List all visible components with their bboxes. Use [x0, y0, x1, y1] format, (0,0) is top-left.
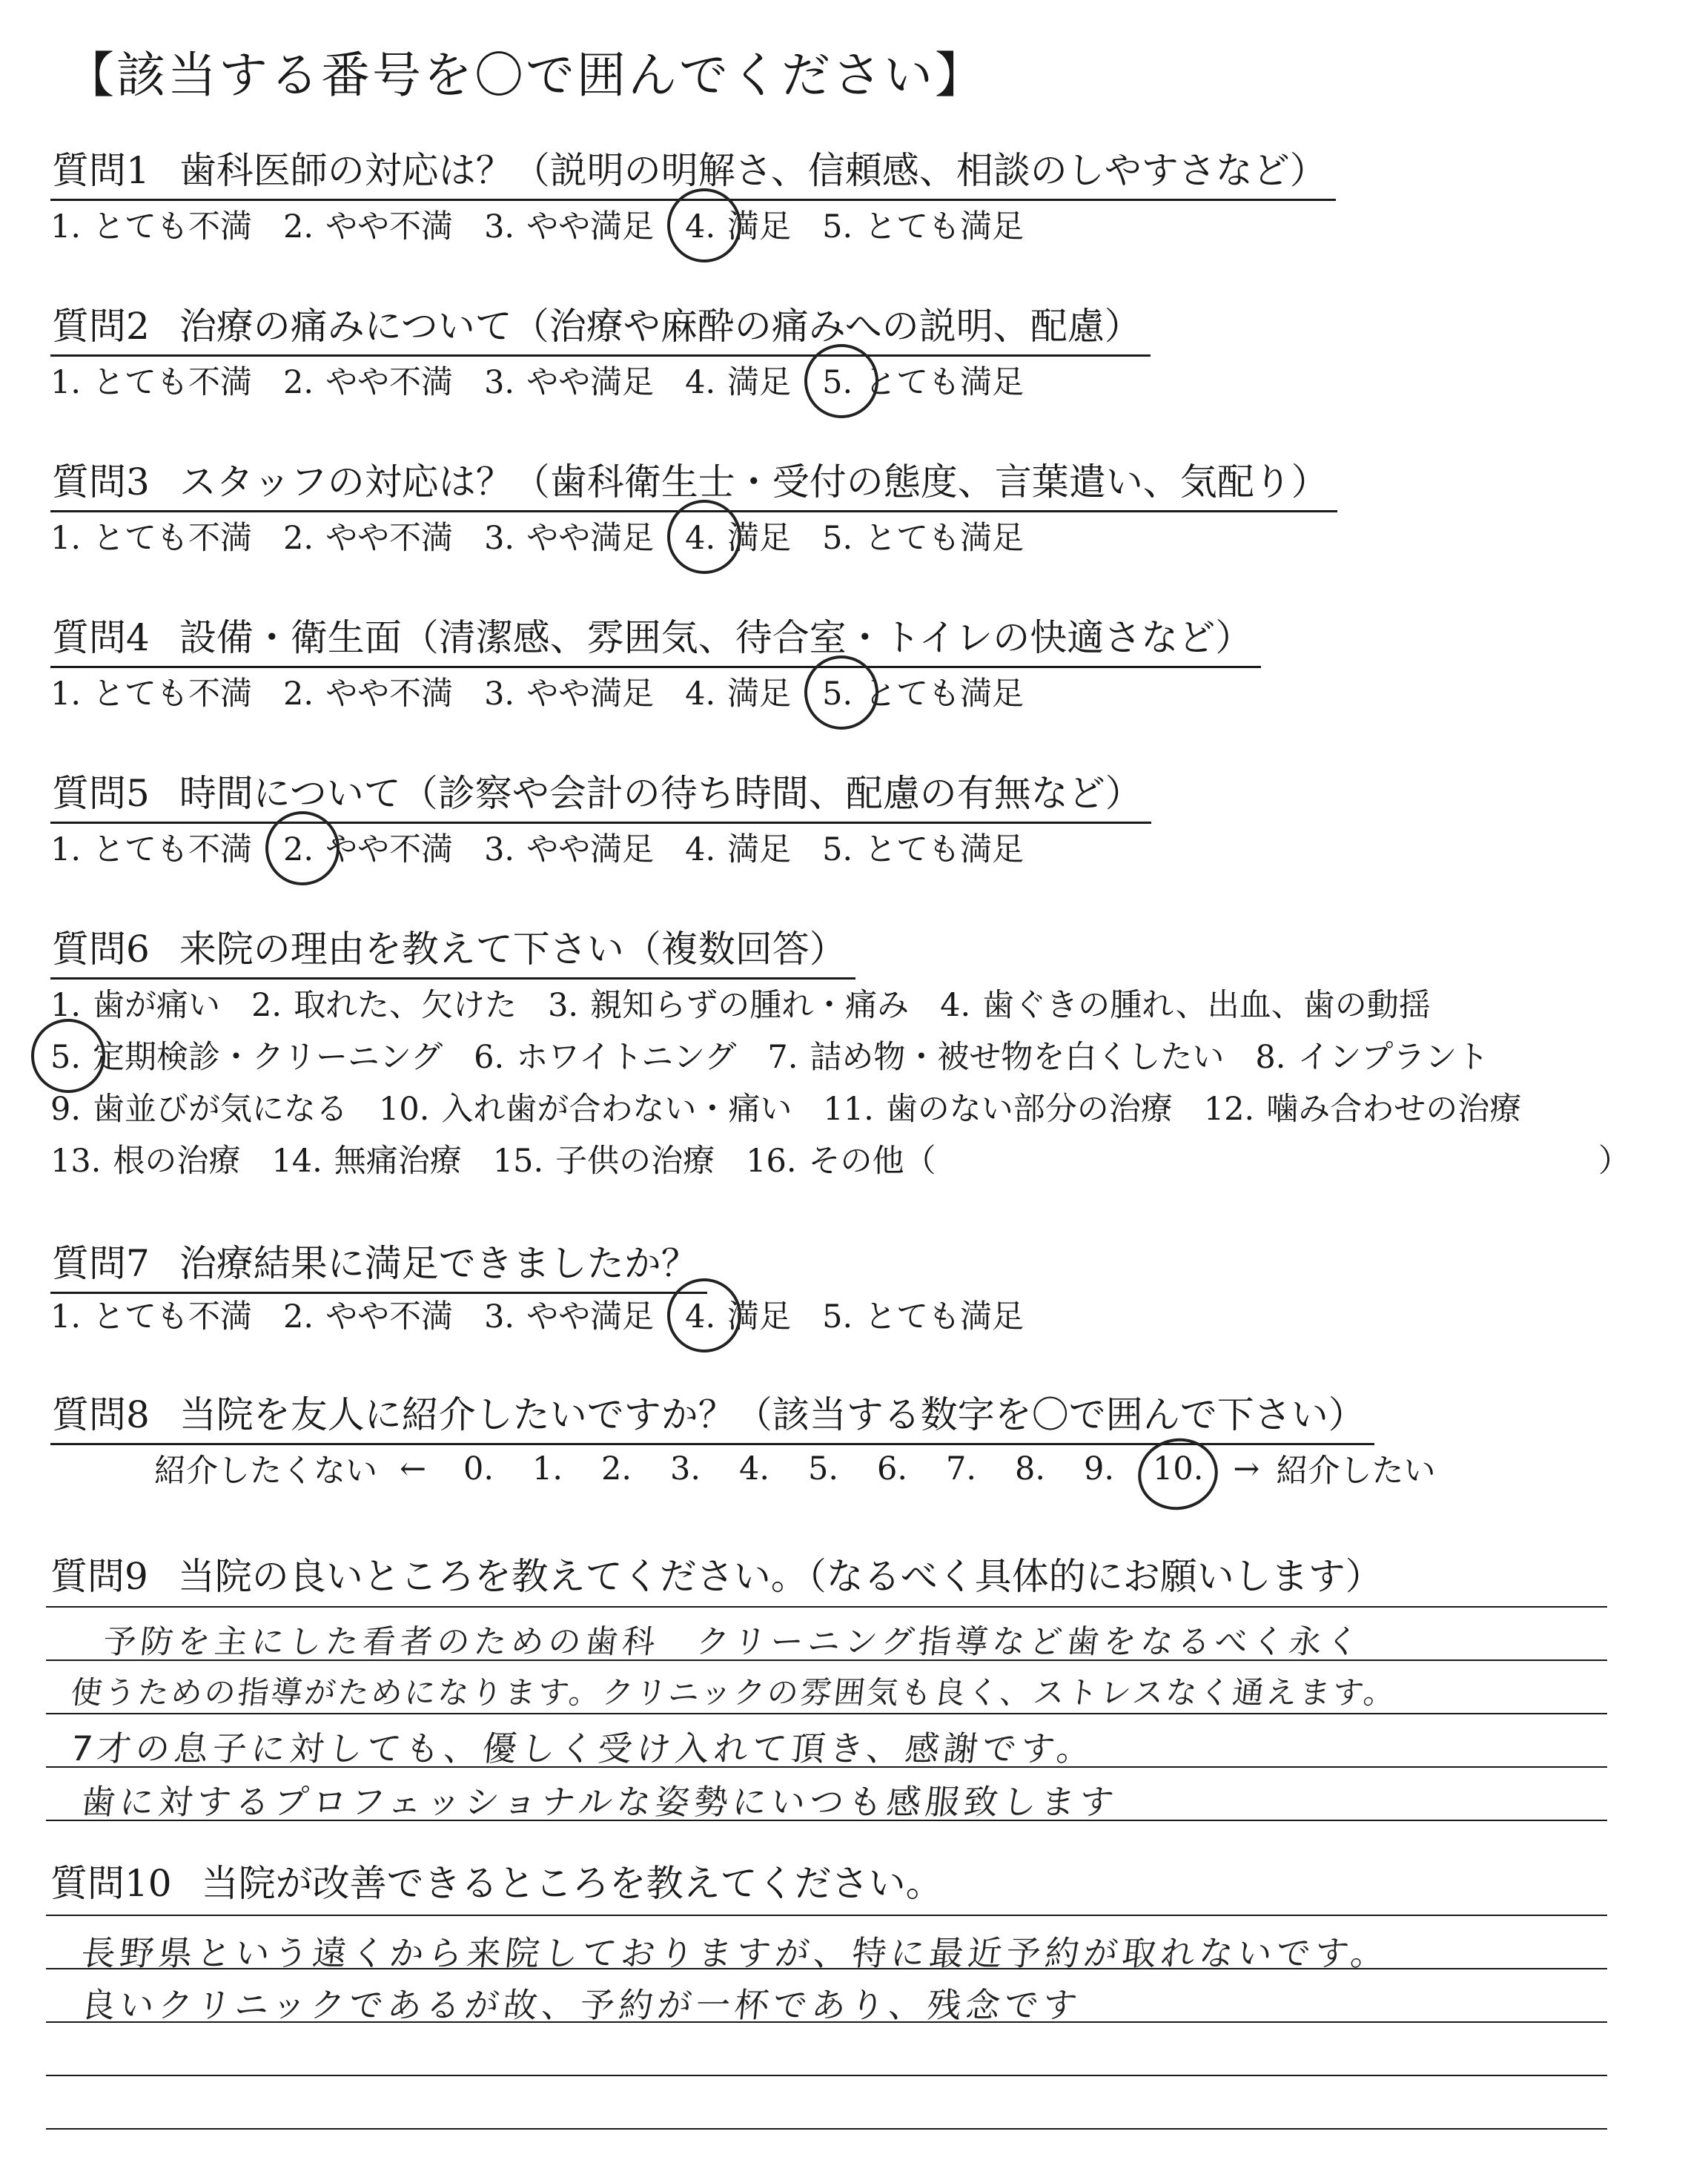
question-6-label: 質問6 — [52, 928, 150, 971]
scale-left-label: 紹介したくない — [154, 1453, 377, 1490]
q3-option-3[interactable]: 3. やや満足 — [484, 520, 655, 557]
recommend-scale — [154, 1446, 1435, 1491]
q10-answer-line-2[interactable]: 良いクリニックであるが故、予約が一杯であり、残念です — [79, 1985, 1084, 2025]
reason-option-8[interactable]: 8. インプラント — [1255, 1039, 1489, 1076]
reason-option-2[interactable]: 2. 取れた、欠けた — [251, 987, 517, 1024]
question-2-heading — [50, 297, 1151, 357]
q1-option-5[interactable]: 5. とても満足 — [822, 208, 1025, 245]
question-1-options — [50, 202, 1055, 247]
reason-option-9[interactable]: 9. 歯並びが気になる — [50, 1091, 348, 1128]
scale-value-8[interactable]: 8. — [1015, 1450, 1046, 1487]
q5-option-4[interactable]: 4. 満足 — [685, 831, 792, 868]
reason-option-15[interactable]: 15. 子供の治療 — [492, 1143, 715, 1180]
q2-option-5[interactable]: 5. とても満足 — [822, 357, 1024, 403]
q1-option-2[interactable]: 2. やや不満 — [283, 208, 454, 245]
reason-option-11[interactable]: 11. 歯のない部分の治療 — [823, 1091, 1173, 1128]
reasons-row-2 — [50, 1032, 1520, 1077]
q9-ruled-line — [46, 1606, 1607, 1608]
question-5-text: 時間について（診察や会計の待ち時間、配慮の有無など） — [179, 772, 1142, 815]
q2-option-1[interactable]: 1. とても不満 — [50, 364, 253, 401]
question-10-text: 当院が改善できるところを教えてください。 — [201, 1862, 943, 1905]
reasons-row-3 — [50, 1084, 1552, 1129]
q5-option-2[interactable]: 2. やや不満 — [283, 825, 453, 870]
question-10-label: 質問10 — [50, 1862, 172, 1905]
question-9-label: 質問9 — [50, 1555, 148, 1598]
question-4-options — [50, 669, 1055, 714]
question-8-text: 当院を友人に紹介したいですか？（該当する数字を〇で囲んで下さい） — [179, 1393, 1366, 1436]
scale-value-4[interactable]: 4. — [739, 1450, 770, 1487]
q4-option-1[interactable]: 1. とても不満 — [50, 676, 253, 713]
q10-ruled-line — [46, 2128, 1607, 2130]
question-10-heading — [50, 1854, 943, 1907]
q9-answer-line-1[interactable]: 予防を主にした看者のための歯科 クリーニング指導など歯をなるべく永く — [101, 1623, 1366, 1661]
q5-option-3[interactable]: 3. やや満足 — [484, 831, 655, 868]
scale-right-label: 紹介したい — [1276, 1453, 1436, 1490]
question-3-label: 質問3 — [52, 460, 150, 503]
question-8-heading — [50, 1385, 1374, 1445]
question-5-options — [50, 825, 1055, 870]
q5-option-1[interactable]: 1. とても不満 — [50, 831, 253, 868]
question-7-text: 治療結果に満足できましたか？ — [179, 1242, 698, 1285]
q9-answer-line-2[interactable]: 使うための指導がためになります。クリニックの雰囲気も良く、ストレスなく通えます。 — [69, 1674, 1399, 1711]
question-7-label: 質問7 — [52, 1242, 150, 1285]
reason-option-7[interactable]: 7. 詰め物・被せ物を白くしたい — [767, 1039, 1225, 1076]
q9-ruled-line — [46, 1713, 1607, 1714]
question-3-heading — [50, 452, 1337, 512]
q5-option-5[interactable]: 5. とても満足 — [822, 831, 1025, 868]
q9-answer-line-4[interactable]: 歯に対するプロフェッショナルな姿勢にいつも感服致します — [79, 1782, 1121, 1822]
question-2-text: 治療の痛みについて（治療や麻酔の痛みへの説明、配慮） — [179, 305, 1142, 348]
reason-option-6[interactable]: 6. ホワイトニング — [474, 1039, 737, 1076]
scale-value-2[interactable]: 2. — [601, 1450, 632, 1487]
q2-option-4[interactable]: 4. 満足 — [685, 364, 792, 401]
question-2-options — [50, 357, 1055, 403]
question-5-heading — [50, 764, 1151, 824]
scale-value-5[interactable]: 5. — [808, 1450, 839, 1487]
q10-ruled-line — [46, 2075, 1607, 2076]
question-5-label: 質問5 — [52, 772, 150, 815]
q3-option-5[interactable]: 5. とても満足 — [822, 520, 1025, 557]
q7-option-3[interactable]: 3. やや満足 — [484, 1298, 655, 1335]
q7-option-1[interactable]: 1. とても不満 — [50, 1298, 253, 1335]
q1-option-3[interactable]: 3. やや満足 — [484, 208, 655, 245]
question-7-options — [50, 1292, 1055, 1337]
question-6-text: 来院の理由を教えて下さい（複数回答） — [179, 928, 847, 971]
q1-option-4[interactable]: 4. 満足 — [685, 202, 791, 247]
right-arrow-icon: → — [1233, 1450, 1260, 1487]
q7-option-2[interactable]: 2. やや不満 — [283, 1298, 454, 1335]
other-close-paren: ） — [1598, 1143, 1630, 1180]
reason-option-1[interactable]: 1. 歯が痛い — [50, 987, 221, 1024]
q10-answer-line-1[interactable]: 長野県という遠くから来院しておりますが、特に最近予約が取れないです。 — [79, 1933, 1391, 1973]
question-9-heading — [50, 1547, 1383, 1600]
reason-option-4[interactable]: 4. 歯ぐきの腫れ、出血、歯の動揺 — [940, 987, 1431, 1024]
reason-option-13[interactable]: 13. 根の治療 — [50, 1143, 241, 1180]
question-1-text: 歯科医師の対応は？（説明の明解さ、信頼感、相談のしやすさなど） — [179, 149, 1327, 192]
q3-option-1[interactable]: 1. とても不満 — [50, 520, 253, 557]
q10-ruled-line — [46, 1915, 1607, 1916]
q7-option-4[interactable]: 4. 満足 — [685, 1292, 791, 1337]
q3-option-2[interactable]: 2. やや不満 — [283, 520, 454, 557]
reasons-row-4 — [50, 1136, 967, 1181]
scale-value-10-wrap[interactable] — [1153, 1450, 1203, 1487]
question-4-label: 質問4 — [52, 616, 150, 659]
reason-option-5[interactable]: 5. 定期検診・クリーニング — [50, 1032, 443, 1077]
question-6-heading — [50, 919, 855, 980]
q2-option-2[interactable]: 2. やや不満 — [283, 364, 454, 401]
q4-option-5[interactable]: 5. とても満足 — [822, 669, 1024, 714]
scale-value-9[interactable]: 9. — [1084, 1450, 1115, 1487]
question-4-heading — [50, 608, 1261, 668]
question-1-label: 質問1 — [52, 149, 150, 192]
question-8-label: 質問8 — [52, 1393, 150, 1436]
scale-value-3[interactable]: 3. — [670, 1450, 701, 1487]
reason-option-3[interactable]: 3. 親知らずの腫れ・痛み — [548, 987, 910, 1024]
scale-value-1[interactable]: 1. — [532, 1450, 563, 1487]
q4-option-3[interactable]: 3. やや満足 — [484, 676, 655, 713]
question-3-options — [50, 513, 1055, 558]
question-4-text: 設備・衛生面（清潔感、雰囲気、待合室・トイレの快適さなど） — [179, 616, 1253, 659]
q1-option-1[interactable]: 1. とても不満 — [50, 208, 253, 245]
reason-option-14[interactable]: 14. 無痛治療 — [271, 1143, 462, 1180]
reasons-row-1 — [50, 980, 1462, 1025]
question-7-heading — [50, 1234, 707, 1294]
question-1-heading — [50, 141, 1336, 201]
page-title: 【該当する番号を〇で囲んでください】 — [65, 47, 986, 104]
scale-value-10: 10. — [1153, 1450, 1204, 1487]
scale-value-6[interactable]: 6. — [877, 1450, 908, 1487]
question-9-text: 当院の良いところを教えてください。（なるべく具体的にお願いします） — [177, 1555, 1383, 1598]
q9-answer-line-3[interactable]: 7才の息子に対しても、優しく受け入れて頂き、感謝です。 — [68, 1728, 1098, 1768]
q3-option-4[interactable]: 4. 満足 — [685, 513, 791, 558]
question-3-text: スタッフの対応は？（歯科衛生士・受付の態度、言葉遣い、気配り） — [179, 460, 1328, 503]
reason-option-10[interactable]: 10. 入れ歯が合わない・痛い — [379, 1091, 792, 1128]
reason-option-12[interactable]: 12. 噛み合わせの治療 — [1203, 1091, 1522, 1128]
scale-value-0[interactable]: 0. — [463, 1450, 494, 1487]
q4-option-2[interactable]: 2. やや不満 — [283, 676, 454, 713]
reason-option-16[interactable]: 16. その他（ — [746, 1143, 936, 1180]
q7-option-5[interactable]: 5. とても満足 — [822, 1298, 1025, 1335]
q4-option-4[interactable]: 4. 満足 — [685, 676, 792, 713]
question-2-label: 質問2 — [52, 305, 150, 348]
scale-value-7[interactable]: 7. — [946, 1450, 977, 1487]
left-arrow-icon: ← — [400, 1450, 427, 1487]
q2-option-3[interactable]: 3. やや満足 — [484, 364, 655, 401]
